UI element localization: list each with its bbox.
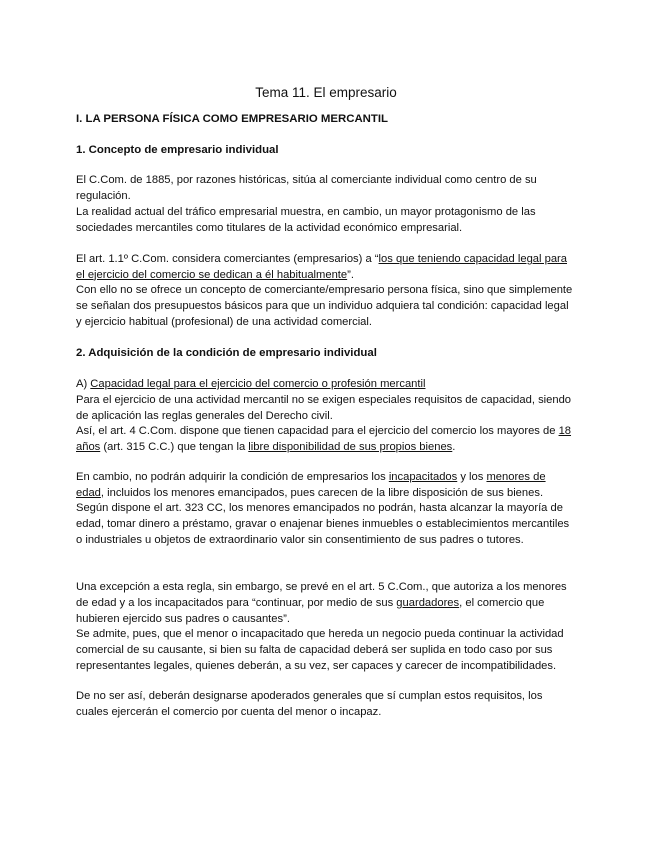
paragraph-excepcion bbox=[76, 580, 576, 627]
paragraph: Con ello no se ofrece un concepto de comerciante/empresario persona física, sino que simplemente se señalan dos presupuestos básicos para que un individuo adquiera tal condición: capacidad legal y ejercicio habitual (profesional) de una actividad comercial. bbox=[76, 284, 573, 328]
text: Una excepción a esta regla, sin embargo, se prevé en el art. 5 C.Com., que autoriza a los menores de edad y a los incapacitados para “continuar, por medio de sus bbox=[76, 581, 567, 609]
paragraph: Según dispone el art. 323 CC, los menores emancipados no podrán, hasta alcanzar la mayoría de edad, tomar dinero a préstamo, gravar o enajenar bienes inmuebles o establecimientos mercantiles o industriales u objetos de extraordinario valor sin consentimiento de sus padres o tutores. bbox=[76, 502, 570, 546]
paragraph-art-1 bbox=[76, 252, 576, 284]
text: Así, el art. 4 C.Com. dispone que tienen capacidad para el ejercicio del comercio los mayores de bbox=[76, 425, 559, 437]
underlined-term: incapacitados bbox=[388, 471, 458, 483]
underlined-term: menores de edad bbox=[76, 471, 546, 499]
text: , el comercio que hubieren ejercido sus padres o causantes”. bbox=[76, 596, 545, 625]
paragraph: Para el ejercicio de una actividad mercantil no se exigen especiales requisitos de capacidad, siendo de aplicación las reglas generales del Derecho civil. bbox=[76, 394, 572, 422]
text: y los bbox=[457, 471, 487, 483]
underlined-term: libre disponibilidad de sus propios bienes bbox=[248, 440, 453, 453]
paragraph-incapacitados bbox=[76, 470, 576, 502]
section-heading: I. LA PERSONA FÍSICA COMO EMPRESARIO MERCANTIL bbox=[76, 113, 388, 125]
subsection-heading-adquisicion: 2. Adquisición de la condición de empresario individual bbox=[76, 347, 377, 359]
text: . bbox=[452, 440, 456, 453]
underlined-heading: Capacidad legal para el ejercicio del comercio o profesión mercantil bbox=[90, 378, 426, 390]
paragraph: El C.Com. de 1885, por razones históricas, sitúa al comerciante individual como centro de su regulación. bbox=[76, 174, 537, 202]
text: El art. 1.1º C.Com. considera comerciantes (empresarios) a “ bbox=[76, 253, 379, 265]
paragraph-capacidad-heading bbox=[76, 377, 576, 393]
underlined-term: guardadores bbox=[396, 596, 460, 609]
text: En cambio, no podrán adquirir la condición de empresarios los bbox=[76, 471, 389, 483]
text: , incluidos los menores emancipados, pues carecen de la libre disposición de sus bienes. bbox=[100, 486, 544, 499]
paragraph: La realidad actual del tráfico empresarial muestra, en cambio, un mayor protagonismo de las sociedades mercantiles como titulares de la actividad económico empresarial. bbox=[76, 206, 536, 234]
document-title: Tema 11. El empresario bbox=[255, 85, 397, 101]
text: A) bbox=[76, 378, 91, 390]
paragraph: Se admite, pues, que el menor o incapacitado que hereda un negocio pueda continuar la actividad comercial de su causante, si bien su falta de capacidad deberá ser suplida en todo caso por sus representantes legales, quienes deberán, a su vez, ser capaces y carecer de incompatibilidades. bbox=[76, 628, 564, 672]
text: ”. bbox=[347, 268, 354, 281]
underlined-term: 18 años bbox=[76, 425, 572, 453]
paragraph-art-4 bbox=[76, 424, 576, 456]
subsection-heading-concepto: 1. Concepto de empresario individual bbox=[76, 144, 279, 156]
text: (art. 315 C.C.) que tengan la bbox=[100, 440, 249, 453]
paragraph: De no ser así, deberán designarse apoderados generales que sí cumplan estos requisitos, los cuales ejercerán el comercio por cuenta del menor o incapaz. bbox=[76, 690, 543, 718]
underlined-quote: los que teniendo capacidad legal para el ejercicio del comercio se dedican a él habitualmente bbox=[76, 253, 567, 281]
